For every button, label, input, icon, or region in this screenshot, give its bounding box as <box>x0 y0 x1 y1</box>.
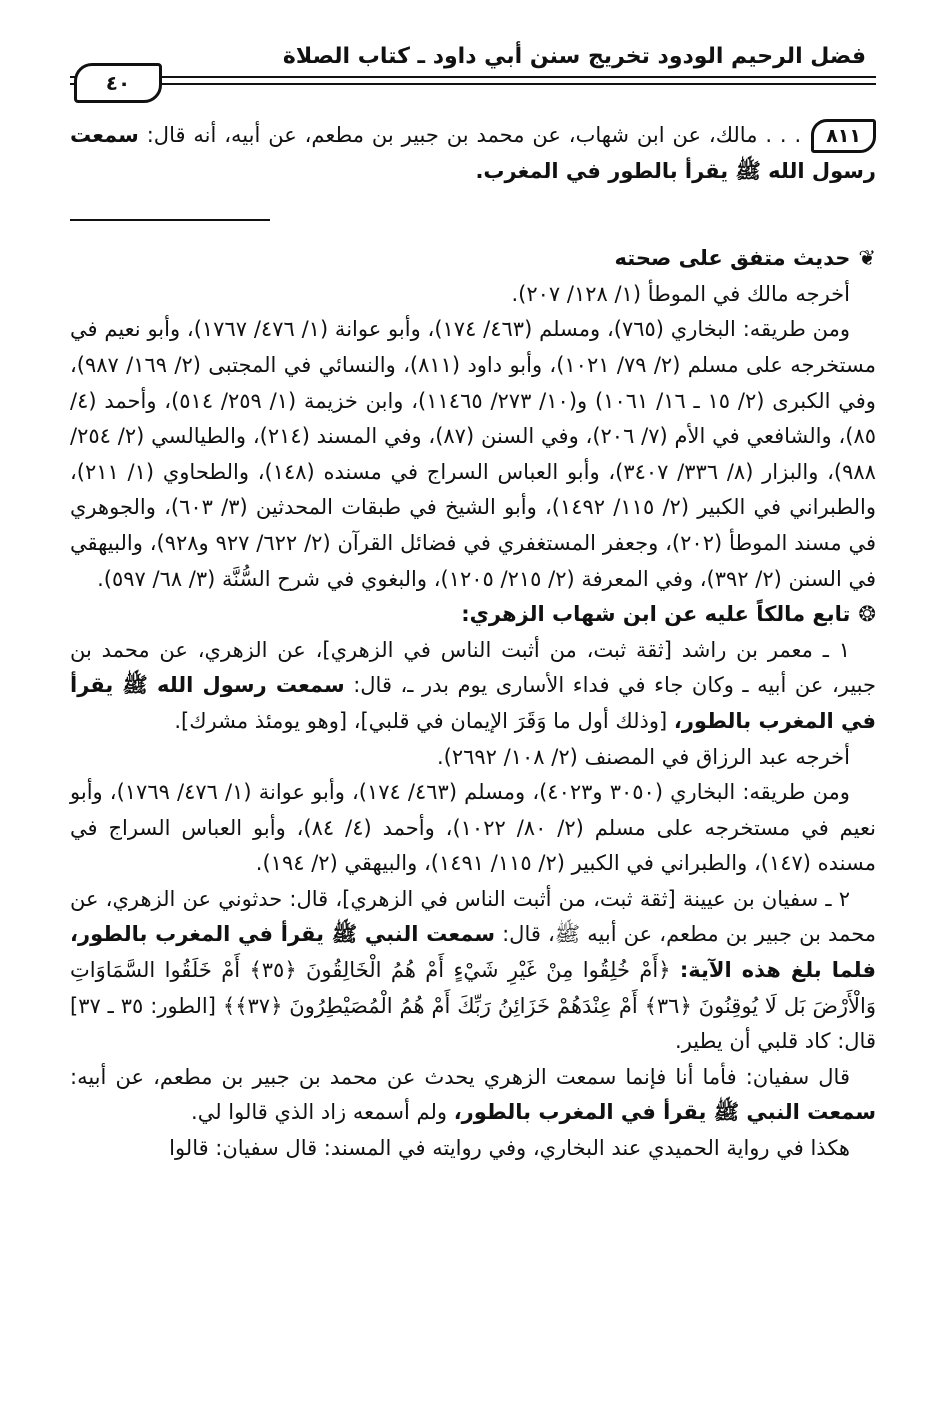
paragraph: أخرجه عبد الرزاق في المصنف (٢/ ١٠٨/ ٢٦٩٢). <box>436 744 850 769</box>
book-title: فضل الرحيم الودود تخريج سنن أبي داود ـ كتاب الصلاة <box>282 44 866 69</box>
paragraph: ومن طريقه: البخاري (٧٦٥)، ومسلم (٤٦٣/ ١٧٤)، وأبو عوانة (١/ ٤٧٦/ ١٧٦٧)، وأبو نعيم في مستخرجه على مسلم (٢/ ٧٩/ ١٠٢١)، وأبو داود (٨١١)، والنسائي في المجتبى (٢/ ١٦٩/ ٩٨٧)، وفي الكبرى (٢/ ١٥ ـ ١٦/ ١٠٦١) و(١٠/ ٢٧٣/ ١١٤٦٥)، وابن خزيمة (١/ ٢٥٩/ ٥١٤)، وأحمد (٤/ ٨٥)، والشافعي في الأم (٧/ ٢٠٦)، وفي السنن (٨٧)، وفي المسند (٢١٤)، والطيالسي (٢/ ٢٥٤/ ٩٨٨)، والبزار (٨/ ٣٣٦/ ٣٤٠٧)، وأبو العباس السراج في مسنده (١٤٨)، والطحاوي (١/ ٢١١)، والطبراني في الكبير (٢/ ١١٥/ ١٤٩٢)، وأبو الشيخ في طبقات المحدثين (٣/ ٦٠٣)، والجوهري في مسند الموطأ (٢٠٢)، وجعفر المستغفري في فضائل القرآن (٢/ ٦٢٢/ ٩٢٧ و٩٢٨)، والبيهقي في السنن (٢/ ٣٩٢)، وفي المعرفة (٢/ ٢١٥/ ١٢٠٥)، والبغوي في شرح السُّنَّة (٣/ ٦٨/ ٥٩٧). <box>70 317 876 591</box>
paragraph-text: ولم أسمعه زاد الذي قالوا لي. <box>191 1100 447 1125</box>
paragraph-text: ١ ـ معمر بن راشد [ثقة ثبت، من أثبت الناس في الزهري]، عن الزهري، عن محمد بن جبير، عن أبيه ـ وكان جاء في فداء الأسارى يوم بدر ـ، قال: <box>70 637 876 698</box>
hadith-quote: سمعت رسول الله ﷺ يقرأ في المغرب بالطور، <box>70 673 876 733</box>
hadith-isnad: . . . مالك، عن ابن شهاب، عن محمد بن جبير بن مطعم، عن أبيه، أنه قال: <box>146 123 802 147</box>
hadith-number-badge: ٨١١ <box>811 119 876 153</box>
paragraph: ومن طريقه: البخاري (٣٠٥٠ و٤٠٢٣)، ومسلم (٤٦٣/ ١٧٤)، وأبو عوانة (١/ ٤٧٦/ ١٧٦٩)، وأبو نعيم في مستخرجه على مسلم (٢/ ٨٠/ ١٠٢٢)، وأحمد (٤/ ٨٤)، وأبو العباس السراج في مسنده (١٤٧)، والطبراني في الكبير (٢/ ١١٥/ ١٤٩١)، والبيهقي (٢/ ١٩٤). <box>70 780 876 876</box>
quran-verse: ﴿أَمْ خُلِقُوا مِنْ غَيْرِ شَيْءٍ أَمْ هُمُ الْخَالِقُونَ ﴿٣٥﴾ أَمْ خَلَقُوا السَّمَاوَاتِ وَالْأَرْضَ بَل لَا يُوقِنُونَ ﴿٣٦﴾ أَمْ عِنْدَهُمْ خَزَائِنُ رَبِّكَ أَمْ هُمُ الْمُصَيْطِرُونَ ﴿٣٧﴾﴾ <box>70 958 876 1018</box>
page-content <box>70 118 876 1167</box>
hadith-quote: سمعت النبي ﷺ يقرأ في المغرب بالطور، فلما بلغ هذه الآية: <box>70 922 876 983</box>
flower-icon: ❦ <box>858 246 876 271</box>
paragraph <box>70 1060 876 1131</box>
grading-text: حديث متفق على صحته <box>614 246 851 271</box>
paragraph: أخرجه مالك في الموطأ (١/ ١٢٨/ ٢٠٧). <box>511 281 850 306</box>
paragraph-text: ٢ ـ سفيان بن عيينة [ثقة ثبت، من أثبت الناس في الزهري]، قال: حدثوني عن الزهري، عن محمد بن جبير بن مطعم، عن أبيه ﷺ، قال: <box>70 886 876 947</box>
running-header <box>70 36 876 106</box>
separator <box>70 189 876 241</box>
header-rule <box>70 76 876 78</box>
paragraph-text: [الطور: ٣٥ ـ ٣٧] قال: كاد قلبي أن يطير. <box>70 993 876 1054</box>
paragraph-text: [وذلك أول ما وَقَرَ الإيمان في قلبي]، [وهو يومئذ مشرك]. <box>174 708 668 733</box>
paragraph <box>70 633 876 740</box>
sun-icon: ❂ <box>858 602 876 627</box>
followers-heading <box>70 597 876 633</box>
hadith-matn: سمعت رسول الله ﷺ يقرأ بالطور في المغرب. <box>70 123 876 183</box>
hadith-text <box>70 118 876 189</box>
paragraph-text: قال سفيان: فأما أنا فإنما سمعت الزهري يحدث عن محمد بن جبير بن مطعم، عن أبيه: <box>70 1064 850 1089</box>
grading-line <box>70 241 876 277</box>
header-rule <box>70 83 876 85</box>
page-number: ٤٠ <box>74 63 162 103</box>
paragraph: هكذا في رواية الحميدي عند البخاري، وفي روايته في المسند: قال سفيان: قالوا <box>169 1136 850 1161</box>
paragraph <box>70 882 876 1060</box>
hadith-quote: سمعت النبي ﷺ يقرأ في المغرب بالطور، <box>453 1100 876 1125</box>
followers-heading-text: تابع مالكاً عليه عن ابن شهاب الزهري: <box>461 602 851 627</box>
